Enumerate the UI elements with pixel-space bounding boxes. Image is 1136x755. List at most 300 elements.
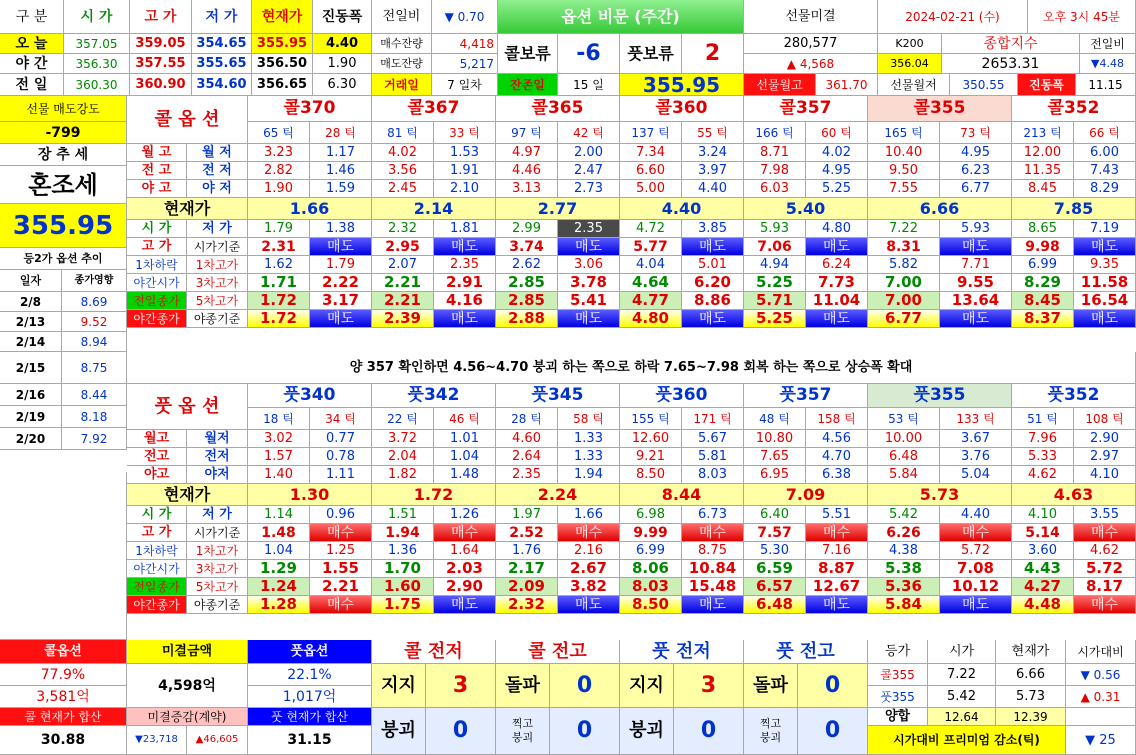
value-high: 2.82 <box>248 162 310 180</box>
value-h1: 9.35 <box>1074 256 1136 274</box>
put-label: 야간시가 <box>127 560 187 578</box>
call-label: 시 가 <box>127 220 187 238</box>
signal-button[interactable]: 매수 <box>434 524 496 542</box>
value-high: 2.52 <box>496 524 558 542</box>
value-h1: 1.25 <box>310 542 372 560</box>
night-signal-button[interactable]: 매도 <box>682 596 744 614</box>
signal-button[interactable]: 매도 <box>806 238 868 256</box>
value-open: 1.14 <box>248 506 310 524</box>
value-h1: 8.75 <box>682 542 744 560</box>
high-value: 360.90 <box>130 74 192 96</box>
value-h5: 10.12 <box>940 578 1012 596</box>
eq-put-open: 5.42 <box>928 686 996 708</box>
signal-button[interactable]: 매수 <box>1074 524 1136 542</box>
strike-tick: 28 틱 <box>496 408 558 430</box>
signal-button[interactable]: 매수 <box>682 524 744 542</box>
value-h1: 2.35 <box>434 256 496 274</box>
trend-value: 혼조세 <box>0 166 127 204</box>
call-sum-label: 콜 현재가 합산 <box>0 708 127 726</box>
range-value: 6.30 <box>313 74 372 96</box>
value-high: 7.06 <box>744 238 806 256</box>
strike-name: 풋360 <box>620 384 744 408</box>
value-high: 3.23 <box>248 144 310 162</box>
value-high: 8.50 <box>620 466 682 484</box>
eq-put: 풋355 <box>868 686 928 708</box>
value-night-open: 6.59 <box>744 560 806 578</box>
value-night-open: 5.25 <box>744 274 806 292</box>
strike-name: 콜360 <box>620 96 744 122</box>
header-col-0: 구 분 <box>0 0 64 34</box>
value-low: 8.29 <box>1074 180 1136 198</box>
strike-tick: 58 틱 <box>558 408 620 430</box>
value-night-close: 6.77 <box>868 310 940 328</box>
value-d1: 4.38 <box>868 542 940 560</box>
value-open: 1.97 <box>496 506 558 524</box>
value-high: 9.99 <box>620 524 682 542</box>
bid-remain-label: 매수잔량 <box>372 34 432 54</box>
strike-tick: 133 틱 <box>940 408 1012 430</box>
date: 2024-02-21 (수) <box>878 0 1028 34</box>
value-h3: 10.84 <box>682 560 744 578</box>
value-prev-close: 1.24 <box>248 578 310 596</box>
put-sum: 31.15 <box>248 726 372 755</box>
trend2-label: 등2가 옵션 추이 <box>0 248 127 270</box>
value-low: 6.00 <box>1074 144 1136 162</box>
value-prev-close: 1.60 <box>372 578 434 596</box>
value-h1: 7.16 <box>806 542 868 560</box>
value-h3: 11.58 <box>1074 274 1136 292</box>
value-low: 3.55 <box>1074 506 1136 524</box>
value-low: 1.81 <box>434 220 496 238</box>
open-value: 357.05 <box>64 34 130 54</box>
value-low: 6.23 <box>940 162 1012 180</box>
big-price: 355.95 <box>620 74 744 96</box>
value-d1: 2.62 <box>496 256 558 274</box>
value-low: 0.96 <box>310 506 372 524</box>
value-low: 1.46 <box>310 162 372 180</box>
value-h5: 15.48 <box>682 578 744 596</box>
value-high: 10.00 <box>868 430 940 448</box>
call-label: 야 저 <box>187 180 248 198</box>
night-signal-button[interactable]: 매도 <box>940 310 1012 328</box>
call-pct: 77.9% <box>0 664 127 686</box>
value-low: 4.02 <box>806 144 868 162</box>
value-low: 5.04 <box>940 466 1012 484</box>
value-low: 6.73 <box>682 506 744 524</box>
current-price: 4.63 <box>1012 484 1136 506</box>
put-label: 월저 <box>187 430 248 448</box>
value-low: 7.43 <box>1074 162 1136 180</box>
value-high: 5.00 <box>620 180 682 198</box>
row-label: 야 간 <box>0 54 64 74</box>
value-h3: 3.78 <box>558 274 620 292</box>
value-open: 4.72 <box>620 220 682 238</box>
put-label: 시가기준 <box>187 524 248 542</box>
value-high: 6.60 <box>620 162 682 180</box>
value-h5: 3.17 <box>310 292 372 310</box>
status-label: 지지 <box>620 664 674 708</box>
night-signal-button[interactable]: 매도 <box>806 596 868 614</box>
value-high: 9.21 <box>620 448 682 466</box>
value-d1: 4.94 <box>744 256 806 274</box>
current-price: 7.85 <box>1012 198 1136 220</box>
range-value: 11.15 <box>1076 74 1136 96</box>
value-night-close: 8.50 <box>620 596 682 614</box>
strike-name: 풋340 <box>248 384 372 408</box>
value-high: 5.77 <box>620 238 682 256</box>
sum-label: 양합 <box>868 708 928 726</box>
value-low: 7.19 <box>1074 220 1136 238</box>
fut-month-low: 350.55 <box>950 74 1018 96</box>
value-d1: 4.04 <box>620 256 682 274</box>
current-price: 2.14 <box>372 198 496 220</box>
col-close: 종가영향 <box>62 270 127 292</box>
call-label: 월 고 <box>127 144 187 162</box>
value-low: 1.17 <box>310 144 372 162</box>
put-label: 전일종가 <box>127 578 187 596</box>
value-prev-close: 4.27 <box>1012 578 1074 596</box>
status-label: 붕괴 <box>620 708 674 755</box>
call-label: 1차하락 <box>127 256 187 274</box>
strike-tick: 28 틱 <box>310 122 372 144</box>
put-label: 1차하락 <box>127 542 187 560</box>
strike-tick: 66 틱 <box>1074 122 1136 144</box>
header-col-5: 진동폭 <box>313 0 372 34</box>
night-signal-button[interactable]: 매도 <box>434 310 496 328</box>
value-low: 3.76 <box>940 448 1012 466</box>
value-h1: 1.79 <box>310 256 372 274</box>
put-label: 야종기준 <box>187 596 248 614</box>
status-value: 0 <box>798 664 868 708</box>
put-label: 1차고가 <box>187 542 248 560</box>
value-d1: 1.36 <box>372 542 434 560</box>
signal-button[interactable]: 매도 <box>682 238 744 256</box>
night-signal-button[interactable]: 매도 <box>682 310 744 328</box>
value-prev-close: 8.45 <box>1012 292 1074 310</box>
strike-tick: 42 틱 <box>558 122 620 144</box>
value-d1: 3.60 <box>1012 542 1074 560</box>
value-high: 1.82 <box>372 466 434 484</box>
value-open: 7.22 <box>868 220 940 238</box>
value-h5: 8.17 <box>1074 578 1136 596</box>
night-signal-button[interactable]: 매수 <box>1074 596 1136 614</box>
put-opt-label: 풋옵션 <box>248 640 372 664</box>
value-h5: 5.41 <box>558 292 620 310</box>
value-low: 1.94 <box>558 466 620 484</box>
strike-tick: 22 틱 <box>372 408 434 430</box>
value-low: 5.25 <box>806 180 868 198</box>
premium-value: ▼ 25 <box>1066 726 1136 755</box>
strike-name: 콜367 <box>372 96 496 122</box>
put-sum-label: 풋 현재가 합산 <box>248 708 372 726</box>
signal-button[interactable]: 매도 <box>434 238 496 256</box>
strike-name: 콜352 <box>1012 96 1136 122</box>
unset-chg-label: 미결증감(계약) <box>127 708 248 726</box>
value-prev-close: 2.85 <box>496 292 558 310</box>
value-d1: 5.82 <box>868 256 940 274</box>
header-col-3: 저 가 <box>192 0 252 34</box>
current-value: 356.65 <box>252 74 313 96</box>
value-night-close: 1.72 <box>248 310 310 328</box>
value-h5: 13.64 <box>940 292 1012 310</box>
value-h3: 7.73 <box>806 274 868 292</box>
value-low: 1.11 <box>310 466 372 484</box>
value-open: 1.79 <box>248 220 310 238</box>
status-label: 돌파 <box>744 664 798 708</box>
value-prev-close: 4.77 <box>620 292 682 310</box>
call-label: 전 고 <box>127 162 187 180</box>
strike-tick: 165 틱 <box>868 122 940 144</box>
value-high: 10.40 <box>868 144 940 162</box>
status-label: 붕괴 <box>372 708 426 755</box>
call-label: 저 가 <box>187 220 248 238</box>
value-high: 7.55 <box>868 180 940 198</box>
value-night-open: 7.00 <box>868 274 940 292</box>
value-night-close: 2.39 <box>372 310 434 328</box>
value-h1: 4.62 <box>1074 542 1136 560</box>
value-d1: 1.62 <box>248 256 310 274</box>
strike-name: 콜357 <box>744 96 868 122</box>
value-d1: 2.07 <box>372 256 434 274</box>
value-h3: 2.91 <box>434 274 496 292</box>
value-low: 5.51 <box>806 506 868 524</box>
put-label: 월고 <box>127 430 187 448</box>
history-value: 8.69 <box>62 292 127 312</box>
value-h1: 5.01 <box>682 256 744 274</box>
value-h1: 1.64 <box>434 542 496 560</box>
signal-button[interactable]: 매수 <box>940 524 1012 542</box>
analysis-note: 양 357 확인하면 4.56~4.70 붕괴 하는 쪽으로 하락 7.65~7.98 회복 하는 쪽으로 상승폭 확대 <box>127 352 1136 384</box>
strike-name: 콜355 <box>868 96 1012 122</box>
kospi-prev-value: ▼4.48 <box>1080 54 1136 74</box>
value-d1: 6.99 <box>620 542 682 560</box>
value-h5: 8.86 <box>682 292 744 310</box>
value-prev-close: 2.21 <box>372 292 434 310</box>
history-date: 2/15 <box>0 352 62 384</box>
value-open: 2.99 <box>496 220 558 238</box>
night-signal-button[interactable]: 매도 <box>558 310 620 328</box>
range-label: 진동폭 <box>1018 74 1076 96</box>
value-low: 1.33 <box>558 430 620 448</box>
value-h3: 2.67 <box>558 560 620 578</box>
open-value: 360.30 <box>64 74 130 96</box>
eq-call-cur: 6.66 <box>996 664 1066 686</box>
value-d1: 1.76 <box>496 542 558 560</box>
value-night-open: 4.64 <box>620 274 682 292</box>
value-h1: 5.72 <box>940 542 1012 560</box>
call-label: 1차고가 <box>187 256 248 274</box>
night-signal-button[interactable]: 매도 <box>940 596 1012 614</box>
high-value: 357.55 <box>130 54 192 74</box>
value-high: 4.46 <box>496 162 558 180</box>
value-high: 7.96 <box>1012 430 1074 448</box>
value-low: 5.81 <box>682 448 744 466</box>
value-h3: 8.87 <box>806 560 868 578</box>
value-night-open: 1.71 <box>248 274 310 292</box>
put-support-label: 풋 전저 <box>620 640 744 664</box>
put-hold-value: 2 <box>682 34 744 74</box>
eq-label: 등가 <box>868 640 928 664</box>
value-h3: 5.72 <box>1074 560 1136 578</box>
value-night-open: 5.38 <box>868 560 940 578</box>
night-signal-button[interactable]: 매도 <box>1074 310 1136 328</box>
value-high: 6.95 <box>744 466 806 484</box>
call-label: 야간시가 <box>127 274 187 292</box>
put-hold-label: 풋보류 <box>620 34 682 74</box>
value-open: 1.51 <box>372 506 434 524</box>
strike-tick: 158 틱 <box>806 408 868 430</box>
value-low: 4.40 <box>940 506 1012 524</box>
value-high: 8.45 <box>1012 180 1074 198</box>
signal-button[interactable]: 매도 <box>940 238 1012 256</box>
trading-day-value: 7 일차 <box>432 74 498 96</box>
strike-tick: 108 틱 <box>1074 408 1136 430</box>
status-value: 3 <box>674 664 744 708</box>
signal-button[interactable]: 매수 <box>806 524 868 542</box>
call-label: 야 고 <box>127 180 187 198</box>
value-h5: 2.90 <box>434 578 496 596</box>
value-high: 7.98 <box>744 162 806 180</box>
value-open: 2.32 <box>372 220 434 238</box>
put-amount: 1,017억 <box>248 686 372 708</box>
value-low: 1.66 <box>558 506 620 524</box>
put-label: 전저 <box>187 448 248 466</box>
night-signal-button[interactable]: 매수 <box>310 596 372 614</box>
ask-remain-value: 5,217 <box>432 54 498 74</box>
current-price: 1.30 <box>248 484 372 506</box>
header-col-2: 고 가 <box>130 0 192 34</box>
remain-day-value: 15 일 <box>558 74 620 96</box>
call-sum: 30.88 <box>0 726 127 755</box>
fut-oi-value: 280,577 <box>744 34 878 54</box>
value-high: 3.02 <box>248 430 310 448</box>
call-label: 전 저 <box>187 162 248 180</box>
unsettled-label: 미결금액 <box>127 640 248 664</box>
value-h5: 11.04 <box>806 292 868 310</box>
night-signal-button[interactable]: 매도 <box>558 596 620 614</box>
strike-tick: 171 틱 <box>682 408 744 430</box>
header-col-4: 현재가 <box>252 0 313 34</box>
history-date: 2/14 <box>0 332 62 352</box>
value-low: 4.80 <box>806 220 868 238</box>
current-value: 355.95 <box>252 34 313 54</box>
header-col-1: 시 가 <box>64 0 130 34</box>
signal-button[interactable]: 매도 <box>558 238 620 256</box>
status-label: 돌파 <box>496 664 550 708</box>
kospi-prev-label: 전일비 <box>1080 34 1136 54</box>
call-label: 월 저 <box>187 144 248 162</box>
value-h5: 16.54 <box>1074 292 1136 310</box>
value-high: 11.35 <box>1012 162 1074 180</box>
value-high: 2.45 <box>372 180 434 198</box>
signal-button[interactable]: 매도 <box>310 238 372 256</box>
chg-up: ▲46,605 <box>187 726 248 755</box>
eq-call: 콜355 <box>868 664 928 686</box>
call-label: 전일종가 <box>127 292 187 310</box>
value-prev-close: 8.03 <box>620 578 682 596</box>
call-cur-label: 현재가 <box>127 198 248 220</box>
value-prev-close: 1.72 <box>248 292 310 310</box>
strike-tick: 97 틱 <box>496 122 558 144</box>
put-label: 5차고가 <box>187 578 248 596</box>
value-high: 12.00 <box>1012 144 1074 162</box>
current-price: 2.77 <box>496 198 620 220</box>
value-night-close: 5.84 <box>868 596 940 614</box>
value-d1: 1.04 <box>248 542 310 560</box>
call-opt-label: 콜옵션 <box>0 640 127 664</box>
open-value: 356.30 <box>64 54 130 74</box>
strength-label: 선물 매도강도 <box>0 96 127 122</box>
call-label: 야간종가 <box>127 310 187 328</box>
value-high: 3.13 <box>496 180 558 198</box>
value-high: 2.35 <box>496 466 558 484</box>
strike-tick: 73 틱 <box>940 122 1012 144</box>
status-label: 지지 <box>372 664 426 708</box>
value-high: 1.48 <box>248 524 310 542</box>
time: 오후 3시 45분 <box>1028 0 1136 34</box>
value-night-close: 1.75 <box>372 596 434 614</box>
value-h3: 9.55 <box>940 274 1012 292</box>
col-date: 일자 <box>0 270 62 292</box>
value-high: 12.60 <box>620 430 682 448</box>
put-section-label: 풋 옵 션 <box>127 384 248 430</box>
value-low: 1.48 <box>434 466 496 484</box>
value-high: 4.97 <box>496 144 558 162</box>
strike-tick: 137 틱 <box>620 122 682 144</box>
night-signal-button[interactable]: 매도 <box>310 310 372 328</box>
put-label: 전고 <box>127 448 187 466</box>
left-blank <box>0 472 127 640</box>
value-d1: 5.30 <box>744 542 806 560</box>
night-signal-button[interactable]: 매도 <box>434 596 496 614</box>
value-high: 9.50 <box>868 162 940 180</box>
value-prev-close: 5.71 <box>744 292 806 310</box>
value-low: 2.97 <box>1074 448 1136 466</box>
value-high: 2.04 <box>372 448 434 466</box>
night-signal-button[interactable]: 매도 <box>806 310 868 328</box>
value-night-open: 2.21 <box>372 274 434 292</box>
signal-button[interactable]: 매도 <box>1074 238 1136 256</box>
value-low: 3.85 <box>682 220 744 238</box>
value-low: 4.56 <box>806 430 868 448</box>
value-low: 0.77 <box>310 430 372 448</box>
history-value: 8.44 <box>62 384 127 406</box>
put-label: 야간종가 <box>127 596 187 614</box>
strike-name: 콜365 <box>496 96 620 122</box>
value-low: 6.38 <box>806 466 868 484</box>
fut-month-high-label: 선물월고 <box>744 74 816 96</box>
remain-day-label: 잔존일 <box>498 74 558 96</box>
signal-button[interactable]: 매수 <box>310 524 372 542</box>
value-night-close: 1.28 <box>248 596 310 614</box>
call-label: 야종기준 <box>187 310 248 328</box>
value-low: 3.97 <box>682 162 744 180</box>
value-night-open: 1.29 <box>248 560 310 578</box>
value-high: 6.48 <box>868 448 940 466</box>
put-label: 시 가 <box>127 506 187 524</box>
value-h1: 7.71 <box>940 256 1012 274</box>
value-low: 4.95 <box>940 144 1012 162</box>
value-low: 1.04 <box>434 448 496 466</box>
value-open: 6.40 <box>744 506 806 524</box>
call-section-label: 콜 옵 션 <box>127 96 248 144</box>
value-low: 3.24 <box>682 144 744 162</box>
history-date: 2/8 <box>0 292 62 312</box>
eq-put-cur: 5.73 <box>996 686 1066 708</box>
signal-button[interactable]: 매수 <box>558 524 620 542</box>
vs-open-label: 시가대비 <box>1066 640 1136 664</box>
value-prev-close: 5.36 <box>868 578 940 596</box>
